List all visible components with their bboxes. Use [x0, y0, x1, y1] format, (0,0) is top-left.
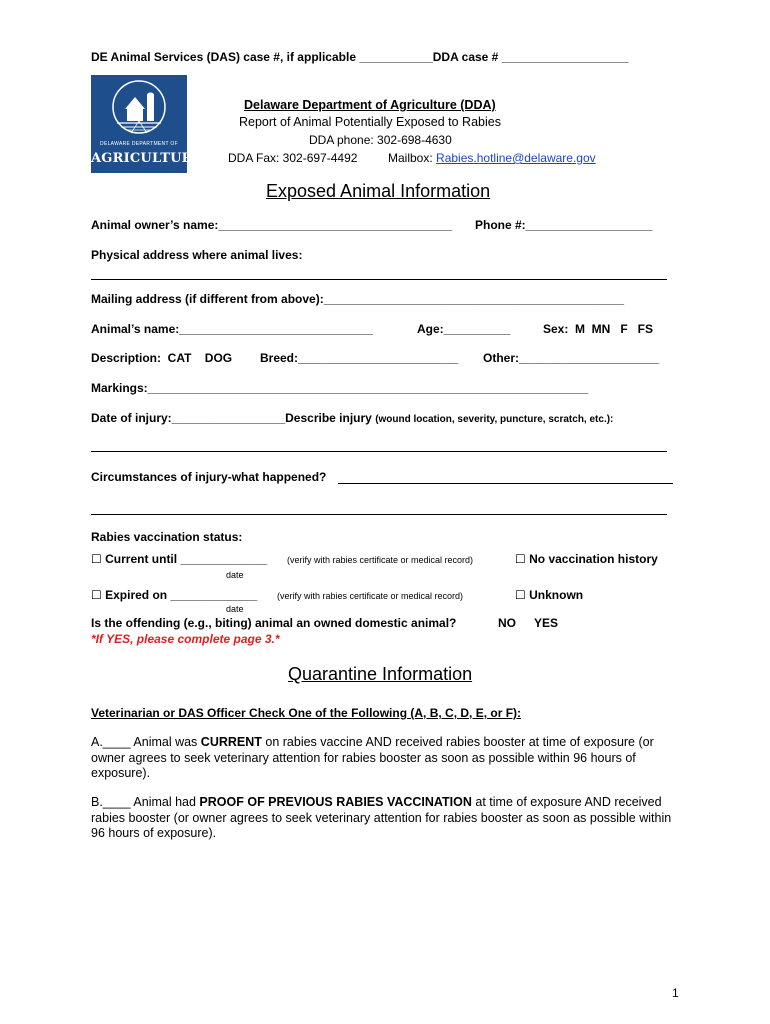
unknown-label: Unknown: [529, 588, 584, 602]
physical-address-line[interactable]: [91, 279, 667, 280]
mailbox-label: Mailbox:: [388, 151, 433, 165]
checkbox-icon[interactable]: ☐: [91, 552, 102, 566]
page-number: 1: [672, 986, 679, 1000]
mailbox-line: [388, 151, 596, 165]
das-case-label: DE Animal Services (DAS) case #, if applicable: [91, 50, 356, 64]
das-case-line: [91, 50, 629, 64]
other-field[interactable]: Other:_____________________: [483, 351, 660, 365]
checkbox-icon[interactable]: ☐: [515, 552, 526, 566]
option-b-rest: at time of exposure AND received rabies booster (or owner agrees to seek veterinary attention for rabies booster as soon as possible within 96 hours of exposure).: [91, 795, 672, 840]
mailing-address-field[interactable]: Mailing address (if different from above):_____________________________________________: [91, 292, 625, 306]
animal-sex-options[interactable]: Sex: M MN F FS: [543, 322, 654, 336]
dda-agriculture-logo: [91, 75, 203, 173]
date-caption: date: [226, 604, 244, 614]
checkbox-icon[interactable]: ☐: [91, 588, 102, 602]
if-yes-note: *If YES, please complete page 3.*: [91, 632, 280, 646]
exposed-animal-title: Exposed Animal Information: [266, 181, 491, 201]
circumstances-line-2[interactable]: [91, 514, 667, 515]
report-title: Report of Animal Potentially Exposed to Rabies: [239, 115, 501, 129]
owner-phone-field[interactable]: Phone #:___________________: [475, 218, 653, 232]
species-options[interactable]: Description: CAT DOG: [91, 351, 233, 365]
injury-line: [91, 411, 613, 425]
physical-address-label: Physical address where animal lives:: [91, 248, 303, 262]
option-b-bold: PROOF OF PREVIOUS RABIES VACCINATION: [199, 795, 472, 809]
unknown-option[interactable]: [515, 588, 583, 602]
agency-title: Delaware Department of Agriculture (DDA): [244, 98, 496, 112]
no-vaccination-option[interactable]: [515, 552, 658, 566]
offending-animal-question: Is the offending (e.g., biting) animal an owned domestic animal?: [91, 616, 457, 630]
animal-age-field[interactable]: Age:__________: [417, 322, 511, 336]
expired-on-option[interactable]: [91, 588, 257, 602]
mailbox-email-link[interactable]: Rabies.hotline@delaware.gov: [436, 151, 596, 165]
no-vaccination-label: No vaccination history: [529, 552, 658, 566]
current-until-option[interactable]: [91, 552, 267, 566]
option-a-paragraph[interactable]: [91, 735, 673, 782]
option-b-prefix: B.____ Animal had: [91, 795, 200, 809]
circumstances-field-line[interactable]: [338, 483, 673, 484]
current-until-field[interactable]: Current until _____________: [105, 552, 268, 566]
quarantine-instruction: Veterinarian or DAS Officer Check One of the Following (A, B, C, D, E, or F):: [91, 706, 522, 720]
current-verify-hint: (verify with rabies certificate or medical record): [287, 555, 474, 565]
offending-yes-option[interactable]: YES: [534, 616, 559, 630]
farm-icon: [91, 75, 187, 141]
dda-fax: DDA Fax: 302-697-4492: [228, 151, 358, 165]
das-case-field[interactable]: ___________: [359, 50, 433, 64]
circumstances-label: Circumstances of injury-what happened?: [91, 470, 327, 484]
breed-field[interactable]: Breed:________________________: [260, 351, 459, 365]
owner-name-field[interactable]: Animal owner’s name:___________________________________: [91, 218, 452, 232]
option-a-rest: on rabies vaccine AND received rabies booster at time of exposure (or owner agrees to seek veterinary attention for rabies booster as soon as possible within 96 hours of exposure).: [91, 735, 654, 780]
date-caption: date: [226, 570, 244, 580]
markings-field[interactable]: Markings:__________________________________________________________________: [91, 381, 589, 395]
dda-case-field[interactable]: ___________________: [501, 50, 629, 64]
describe-injury-hint: (wound location, severity, puncture, scratch, etc.):: [375, 414, 614, 425]
option-b-paragraph[interactable]: [91, 795, 681, 842]
logo-big-text: AGRICULTURE: [91, 151, 203, 166]
describe-injury-label: Describe injury: [285, 411, 372, 425]
quarantine-title: Quarantine Information: [288, 664, 473, 684]
animal-name-field[interactable]: Animal’s name:_____________________________: [91, 322, 373, 336]
option-a-bold: CURRENT: [200, 735, 262, 749]
injury-description-line[interactable]: [91, 451, 667, 452]
offending-no-option[interactable]: NO: [498, 616, 516, 630]
vaccination-status-label: Rabies vaccination status:: [91, 530, 243, 544]
dda-case-label: DDA case #: [432, 50, 499, 64]
dda-phone: DDA phone: 302-698-4630: [309, 133, 452, 147]
checkbox-icon[interactable]: ☐: [515, 588, 526, 602]
expired-on-field[interactable]: Expired on _____________: [105, 588, 258, 602]
option-a-prefix: A.____ Animal was: [91, 735, 201, 749]
logo-small-text: DELAWARE DEPARTMENT OF: [100, 141, 178, 147]
expired-verify-hint: (verify with rabies certificate or medical record): [277, 591, 464, 601]
injury-date-field[interactable]: Date of injury:_________________: [91, 411, 286, 425]
